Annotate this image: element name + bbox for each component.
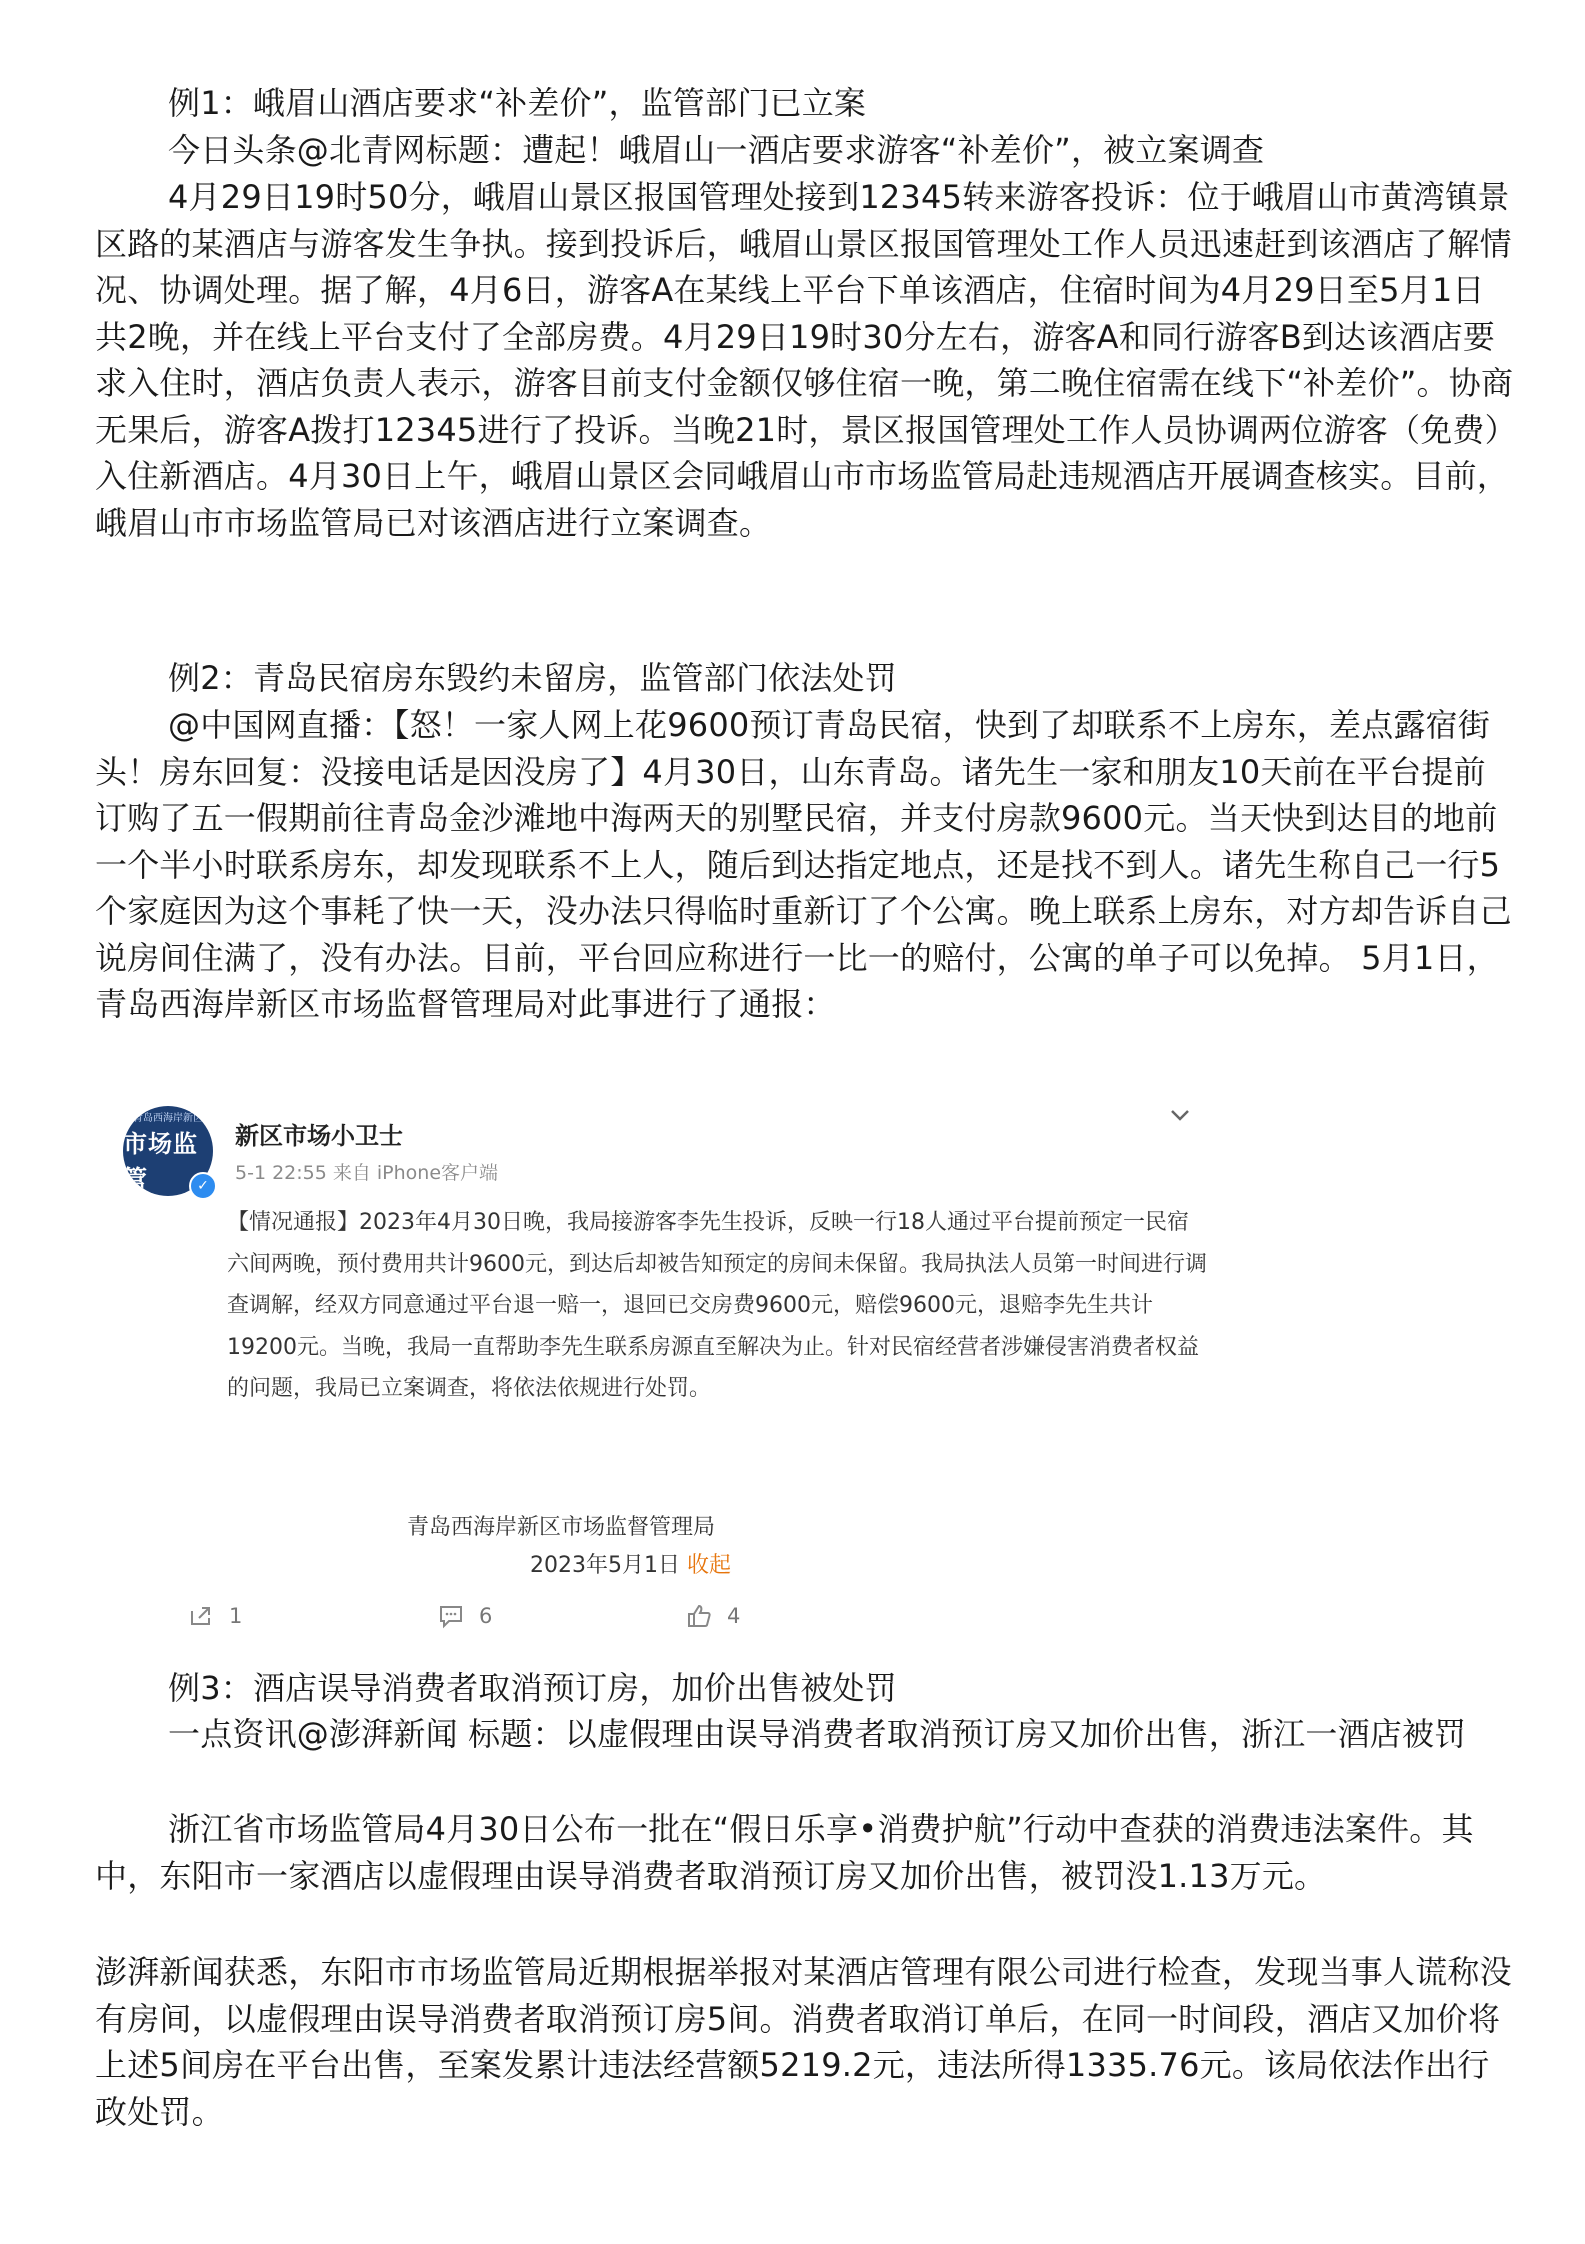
post-content: 【情况通报】2023年4月30日晚，我局接游客李先生投诉，反映一行18人通过平台提前预定一民宿六间两晚，预付费用共计9600元，到达后却被告知预定的房间未保留。我局执法人员第一时间进行调查调解，经双方同意通过平台退一赔一，退回已交房费9600元，赔偿9600元，退赔李先生共计19200元。当晚，我局一直帮助李先生联系房源直至解决为止。针对民宿经营者涉嫌侵害消费者权益的问题，我局已立案调查，将依法依规进行处罚。: [227, 1210, 1207, 1401]
example3-body2: 澎湃新闻获悉，东阳市市场监管局近期根据举报对某酒店管理有限公司进行检查，发现当事人谎称没有房间，以虚假理由误导消费者取消预订房5间。消费者取消订单后，在同一时间段，酒店又加价将上述5间房在平台出售，至案发累计违法经营额5219.2元，违法所得1335.76元。该局依法作出行政处罚。: [95, 1953, 1512, 2131]
comment-button[interactable]: [437, 1602, 492, 1630]
like-button[interactable]: [685, 1602, 740, 1630]
repost-count: 1: [229, 1604, 243, 1628]
collapse-link[interactable]: 收起: [686, 1553, 731, 1578]
comment-icon: [437, 1602, 465, 1630]
post-signature: 青岛西海岸新区市场监督管理局: [407, 1515, 716, 1540]
example2-heading: 例2：青岛民宿房东毁约未留房，监管部门依法处罚: [168, 659, 897, 697]
repost-button[interactable]: [187, 1602, 242, 1630]
thumbs-up-icon: [685, 1602, 713, 1630]
share-icon: [187, 1602, 215, 1630]
post-date: 2023年5月1日: [530, 1553, 680, 1578]
example1-heading: 例1：峨眉山酒店要求“补差价”，监管部门已立案: [168, 84, 867, 122]
example3-source: 一点资讯@澎湃新闻 标题：以虚假理由误导消费者取消预订房又加价出售，浙江一酒店被罚: [168, 1715, 1467, 1753]
example1-source: 今日头条@北青网标题：遭起！峨眉山一酒店要求游客“补差价”，被立案调查: [168, 131, 1265, 169]
example2-body: @中国网直播：【怒！一家人网上花9600预订青岛民宿，快到了却联系不上房东，差点露宿街头！房东回复：没接电话是因没房了】4月30日，山东青岛。诸先生一家和朋友10天前在平台提前订购了五一假期前往青岛金沙滩地中海两天的别墅民宿，并支付房款9600元。当天快到达目的地前一个半小时联系房东，却发现联系不上人，随后到达指定地点，还是找不到人。诸先生称自己一行5个家庭因为这个事耗了快一天，没办法只得临时重新订了个公寓。晚上联系上房东，对方却告诉自己说房间住满了，没有办法。目前，平台回应称进行一比一的赔付，公寓的单子可以免掉。 5月1日，青岛西海岸新区市场监督管理局对此事进行了通报：: [95, 706, 1512, 1023]
account-name[interactable]: 新区市场小卫士: [235, 1122, 403, 1150]
avatar[interactable]: 青岛西海岸新区 市场监管: [123, 1106, 213, 1196]
post-date-line: [530, 1548, 731, 1579]
post-meta: 5-1 22:55 来自 iPhone客户端: [235, 1162, 499, 1184]
chevron-down-icon[interactable]: [1165, 1100, 1195, 1130]
comment-count: 6: [479, 1604, 493, 1628]
verified-badge-icon: ✓: [189, 1172, 217, 1200]
weibo-post-screenshot: [95, 1092, 1220, 1657]
example3-heading: 例3：酒店误导消费者取消预订房，加价出售被处罚: [168, 1669, 897, 1707]
example3-body1: 浙江省市场监管局4月30日公布一批在“假日乐享•消费护航”行动中查获的消费违法案件。其中，东阳市一家酒店以虚假理由误导消费者取消预订房又加价出售，被罚没1.13万元。: [95, 1810, 1474, 1895]
like-count: 4: [727, 1604, 741, 1628]
example1-body: 4月29日19时50分，峨眉山景区报国管理处接到12345转来游客投诉：位于峨眉山市黄湾镇景区路的某酒店与游客发生争执。接到投诉后，峨眉山景区报国管理处工作人员迅速赶到该酒店了解情况、协调处理。据了解，4月6日，游客A在某线上平台下单该酒店，住宿时间为4月29日至5月1日共2晚，并在线上平台支付了全部房费。4月29日19时30分左右，游客A和同行游客B到达该酒店要求入住时，酒店负责人表示，游客目前支付金额仅够住宿一晚，第二晚住宿需在线下“补差价”。协商无果后，游客A拨打12345进行了投诉。当晚21时，景区报国管理处工作人员协调两位游客（免费）入住新酒店。4月30日上午，峨眉山景区会同峨眉山市市场监管局赴违规酒店开展调查核实。目前，峨眉山市市场监管局已对该酒店进行立案调查。: [95, 178, 1514, 542]
